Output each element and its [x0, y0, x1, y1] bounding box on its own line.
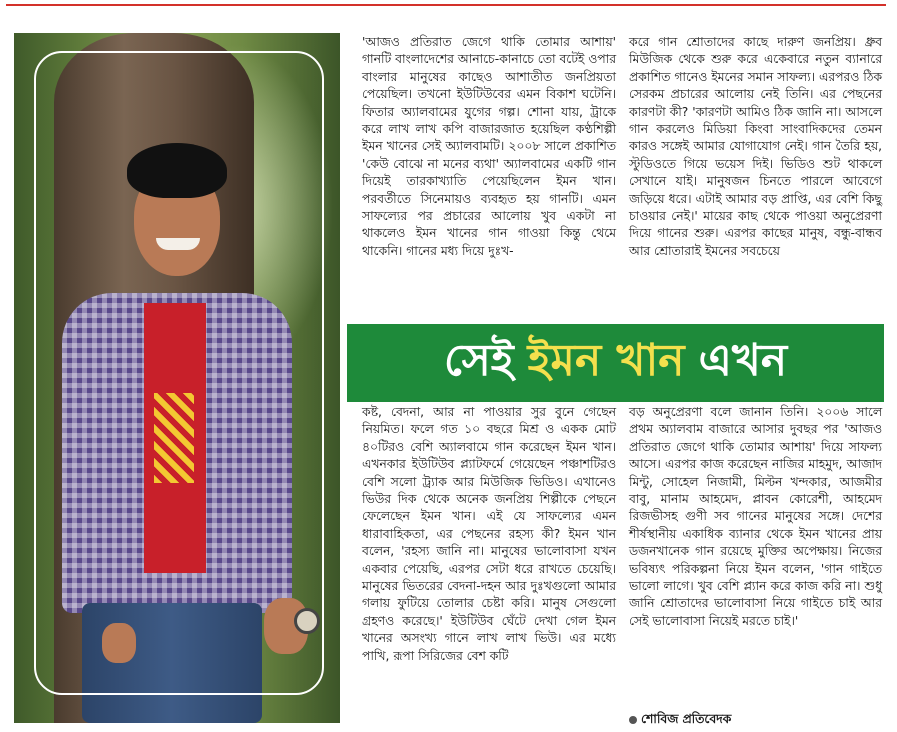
article-column-1: [362, 34, 616, 260]
photo-frame-border: [34, 51, 324, 695]
bullet-icon: [629, 716, 637, 724]
byline-text: শোবিজ প্রতিবেদক: [641, 712, 732, 726]
top-rule: [6, 0, 886, 6]
article-text: বড় অনুপ্রেরণা বলে জানান তিনি। ২০০৬ সালে প্রথম অ্যালবাম বাজারে আসার দুবছর পর 'আজও প্রতিরাত জেগে থাকি তোমার আশায়' দিয়ে সাফল্য আসে। এরপর কাজ করেছেন নাজির মাহমুদ, আজাদ মিন্টু, সোহেল নিজামী, মিল্টন খন্দকার, আজমীর বাবু, মানাম আহমেদ, প্লাবন কোরেশী, আহমেদ রিজভীসহ গুণী সব গানের মানুষের সঙ্গে। দেশের শীর্ষস্থানীয় একাধিক ব্যানার থেকে ইমন খানের প্রায় ডজনখানেক গান রয়েছে মুক্তির অপেক্ষায়। নিজের ভবিষ্যৎ পরিকল্পনা নিয়ে ইমন বলেন, 'গান গাইতে ভালো লাগে। খুব বেশি প্ল্যান করে কাজ করি না। শুধু জানি শ্রোতাদের ভালোবাসা নিয়ে গাইতে চাই আর সেই ভালোবাসা নিয়েই মরতে চাই।': [629, 405, 882, 628]
headline-part-2: ইমন খান: [527, 334, 685, 386]
headline-part-1: সেই: [443, 334, 514, 386]
portrait-photo: [14, 33, 340, 723]
headline-banner: [347, 324, 884, 402]
article-column-2: [629, 34, 882, 260]
article-text: 'আজও প্রতিরাত জেগে থাকি তোমার আশায়' গানটি বাংলাদেশের আনাচে-কানাচে তো বটেই ওপার বাংলার মানুষের কাছেও আশাতীত জনপ্রিয়তা পেয়েছিল। তখনো ইউটিউবের এমন বিকাশ ঘটেনি। ফিতার অ্যালবামের যুগের গল্প। শোনা যায়, ট্রাকে করে লাখ লাখ কপি বাজারজাত হয়েছিল কণ্ঠশিল্পী ইমন খানের সেই অ্যালবামটি। ২০০৮ সালে প্রকাশিত 'কেউ বোঝে না মনের ব্যথা' অ্যালবামের একটি গান দিয়েই তারকাখ্যাতি পেয়েছিলেন ইমন খান। পরবর্তীতে সিনেমায়ও ব্যবহৃত হয় গানটি। এমন সাফল্যের পর প্রচারের আলোয় খুব একটা না থাকলেও ইমন খানের গান গাওয়া কিন্তু থেমে থাকেনি। গানের মধ্য দিয়ে দুঃখ-: [362, 35, 616, 258]
headline-part-3: এখন: [698, 334, 788, 386]
article-column-4: [629, 404, 882, 630]
article-column-3: [362, 404, 616, 665]
article-text: করে গান শ্রোতাদের কাছে দারুণ জনপ্রিয়। ধ্রুব মিউজিক থেকে শুরু করে একেবারে নতুন ব্যানারে প্রকাশিত গানেও ইমনের সমান সাফল্য। এরপরও ঠিক সেরকম প্রচারের আলোয় নেই তিনি। এর পেছনের কারণটা কী? 'কারণটা আমিও ঠিক জানি না। আসলে গান করলেও মিডিয়া কিংবা সাংবাদিকদের তেমন কারও সঙ্গেই আমার যোগাযোগ নেই। গান তৈরি হয়, স্টুডিওতে গিয়ে ভয়েস দিই। ভিডিও শুট থাকলে সেখানে যাই। মানুষজন চিনতে পারলে আবেগে জড়িয়ে ধরে। এটাই আমার বড় প্রাপ্তি, এর বেশি কিছু চাওয়ার নেই।' মায়ের কাছ থেকে পাওয়া অনুপ্রেরণা দিয়ে গানের শুরু। এরপর কাছের মানুষ, বন্ধু-বান্ধব আর শ্রোতারাই ইমনের সবচেয়ে: [629, 35, 882, 258]
article-text: কষ্ট, বেদনা, আর না পাওয়ার সুর বুনে গেছেন নিয়মিত। ফলে গত ১০ বছরে মিশ্র ও একক মোট ৪০টিরও বেশি অ্যালবামে গান করেছেন ইমন খান। এখনকার ইউটিউব প্ল্যাটফর্মে গেয়েছেন পঞ্চাশটিরও বেশি সলো ট্র্যাক আর মিউজিক ভিডিও। এখানেও ভিউর দিক থেকে অনেক জনপ্রিয় শিল্পীকে পেছনে ফেলেছেন ইমন খান। এই যে সাফল্যের এমন ধারাবাহিকতা, এর পেছনের রহস্য কী? ইমন খান বলেন, 'রহস্য জানি না। মানুষের ভালোবাসা যখন একবার পেয়েছি, এরপর সেটা ধরে রাখতে চেয়েছি। মানুষের ভিতরের বেদনা-দহন আর দুঃখগুলো আমার গলায় ফুটিয়ে তোলার চেষ্টা করি। মানুষ সেগুলো গ্রহণও করেছে।' ইউটিউব ঘেঁটে দেখা গেল ইমন খানের অসংখ্য গানে লাখ লাখ ভিউ। এর মধ্যে পাখি, রূপা সিরিজের বেশ কটি: [362, 405, 616, 663]
byline: [629, 711, 882, 728]
